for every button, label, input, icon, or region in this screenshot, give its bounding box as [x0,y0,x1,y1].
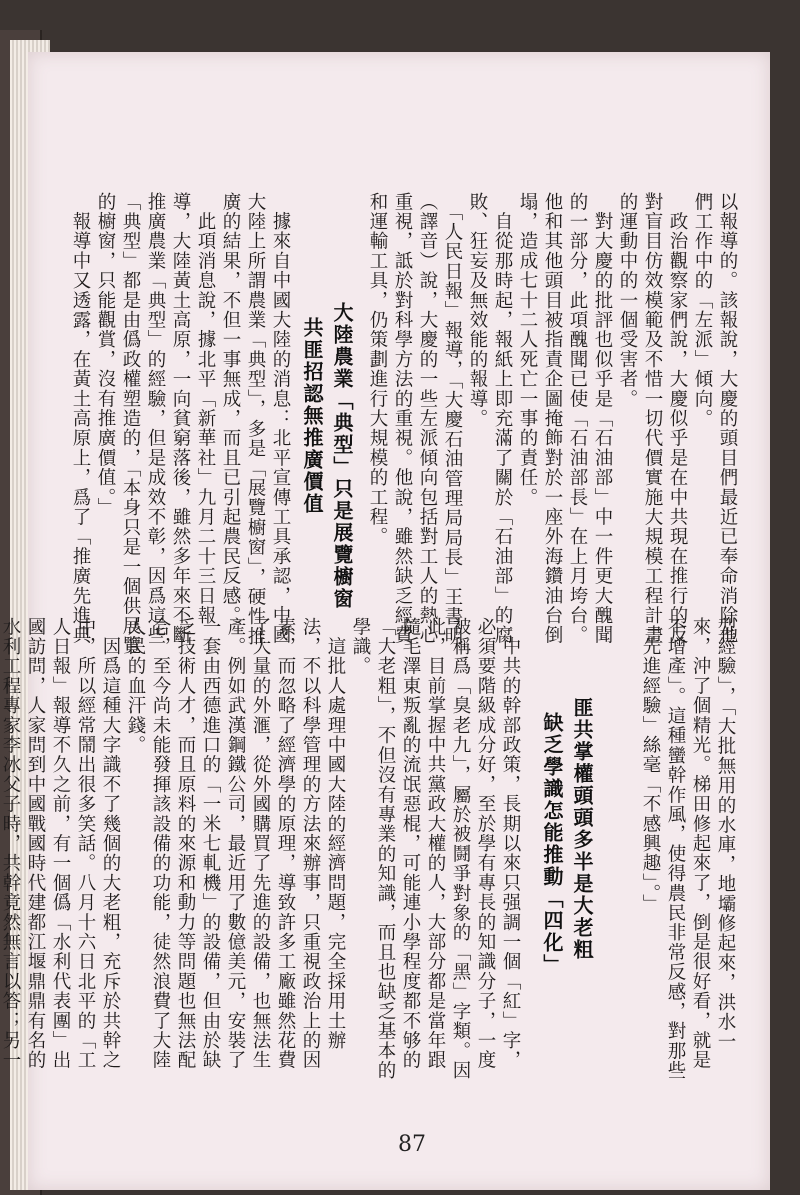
upper-paragraph-1: 以報導的。該報說，大慶的頭目們最近已奉命消除他們工作中的「左派」傾向。 政治觀察家們說，大慶似乎是在中共現在推行的反對盲目仿效模範及不惜一切代價實施大規模工程計畫的運動中的一個受害者。 對大慶的批評也似乎是「石油部」中一件更大醜聞的一部分，此項醜聞已使「石油部長」在上月垮台。他和其他頭目被指責企圖掩飾對於一座外海鑽油台倒塌，造成七十二人死亡一事的責任。 自從那時起，報紙上即充滿了關於「石油部」的腐敗、狂妄及無效能的報導。 「人民日報」報導，「大慶石油管理局局長」王書明（譯音）說，大慶的一些左派傾向包括對工人的熱心重視，詆於對科學方法的重視。他說，雖然缺乏經費和運輸工具，仍策劃進行大規模的工程。 [367,192,738,647]
book-page [0,52,770,1190]
upper-heading-1: 大陸農業「典型」只是展覽櫥窗 [330,302,354,610]
lower-paragraph-1: 型經驗」，「大批無用的水庫，地壩修起來，洪水一來，沖了個精光。梯田修起來了，倒是很好看，就是不增產」。這種蠻幹作風，使得農民非常反感，對那些「先進經驗」絲毫「不感興趣」。」 [640,617,736,1081]
upper-paragraph-2-inline: 「人民日報」報導，「大慶石油管理局局長」王書明（譯音）說，大慶的一些左派傾向包括對工人的熱心重視，詆於對科學方法的重視。他說，雖然缺乏經費和運輸工具，仍策劃進行大規模的工程。 [367,192,463,647]
lower-paragraph-2: 中共的幹部政策，長期以來只强調一個「紅」字，必須要階級成分好，至於學有專長的知識分子，一度被稱爲「臭老九」，屬於被鬪爭對象的「黑」字類。因此，目前掌握中共黨政大權的人，大部分都是當年跟隨毛澤東叛亂的流氓惡棍，可能連小學程度都不够的「大老粗」，不但沒有專業的知識，而且也缺乏基本的學識。 這批人處理中國大陸的經濟問題，完全採用土辦法，不以科學管理的方法來辦事，只重視政治上的因素，而忽略了經濟學的原理，導致許多工廠雖然花費了大量的外滙，從外國購買了先進的設備，也無法生產。例如武漢鋼鐵公司，最近用了數億美元，安裝了一套由西德進口的「一米七軋機」的設備，但由於缺乏技術人才，而且原料的來源和動力等問題也無法配合，至今尚未能發揮該設備的功能，徒然浪費了大陸人民的血汗錢。 因爲這種大字識不了幾個的大老粗，充斥於共幹之中，所以經常鬧出很多笑話。八月十六日北平的「工人日報」報導不久之前，有一個僞「水利代表團」出國訪問，人家問到中國戰國時代建都江堰鼎鼎有名的水利工程專家李冰父子時，共幹竟然無言以答；另一 [0,617,521,1081]
lower-heading-1: 匪共掌權頭頭多半是大老粗 [570,697,594,961]
upper-heading-2: 共匪招認無推廣價值 [300,317,324,515]
lower-heading-2: 缺乏學識怎能推動「四化」 [540,712,564,976]
upper-paragraph-3: 據來自中國大陸的消息：北平宣傳工具承認，中國大陸上所謂農業「典型」，多是「展覽櫥窗」，硬性推廣的結果，不但一事無成，而且已引起農民反感。 此項消息說，據北平「新華社」九月二十三日報導，大陸黃土高原，一向貧窮落後，雖然多年來不斷推廣農業「典型」的經驗，但是成效不彰，因爲這些「典型」都是由僞政權塑造的，「本身只是一個供展覽的櫥窗，只能觀賞，沒有推廣價值。」 報導中又透露，在黃土高原上，爲了「推廣先進典 [70,192,291,656]
page-number: 87 [398,1132,426,1157]
